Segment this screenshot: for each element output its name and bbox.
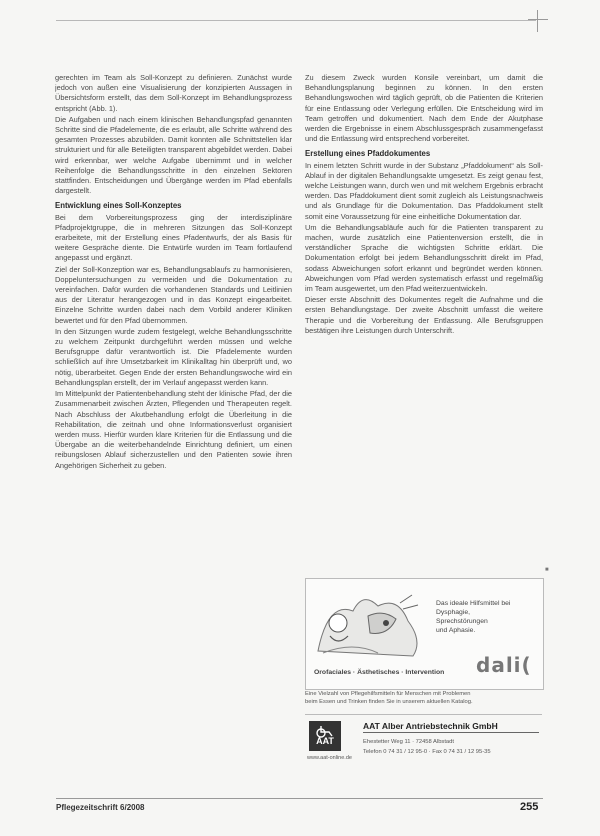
page-number: 255 bbox=[520, 801, 539, 813]
paragraph: Im Mittelpunkt der Patientenbehandlung steht der klinische Pfad, der die Zusammenarbeit zwischen Ärzten, Pflegenden und Therapeuten regelt. Nach Abschluss der Akutbehandlung erfolgt die Überleitung in die Rehabilitation, die zeitnah und ohne Informationsverlust organisiert werden muss. Hierfür wurden klare Kriterien für die Entlassung und die Übergabe an die weiterbehandelnde Einrichtung definiert, um einen reibungslosen Ablauf sicherzustellen und den Patienten sowie ihren Angehörigen Sicherheit zu geben. bbox=[55, 389, 292, 470]
left-column bbox=[55, 73, 292, 793]
ad-text bbox=[436, 599, 540, 635]
ad-line: Sprechstörungen bbox=[436, 618, 488, 625]
company-address: Ehestetter Weg 11 · 72458 Albstadt bbox=[363, 739, 454, 745]
aat-logo bbox=[309, 721, 341, 751]
right-column bbox=[305, 73, 543, 578]
top-rule bbox=[56, 20, 536, 21]
journal-name: Pflegezeitschrift 6/2008 bbox=[56, 803, 145, 812]
dali-logo: dali( bbox=[476, 653, 532, 677]
aat-logo-text: AAT bbox=[316, 736, 334, 746]
section-heading: Entwicklung eines Soll-Konzeptes bbox=[55, 201, 182, 211]
caption-line: Eine Vielzahl von Pflegehilfsmitteln für Menschen mit Problemen bbox=[305, 691, 471, 697]
advertisement-aat[interactable] bbox=[305, 714, 542, 763]
caption-line: beim Essen und Trinken finden Sie in unserem aktuellen Katalog. bbox=[305, 698, 473, 705]
paragraph: In den Sitzungen wurde zudem festgelegt, welche Behandlungsschritte zu welchem Zeitpunkt durchgeführt werden müssen und welche Berufsgruppe dafür verantwortlich ist. Die Pfadelemente wurden schließlich auf ihre Umsetzbarkeit im Klinikalltag hin überprüft und, wo nötig, überarbeitet. Gegen Ende der ersten Behandlungswoche wird ein Behandlungsplan erstellt, der im Verlauf angepasst werden kann. bbox=[55, 326, 292, 387]
paragraph: Ziel der Soll-Konzeption war es, Behandlungsablaufs zu harmonisieren, Doppeluntersuchungen zu vermeiden und die Dokumentation zu vereinfachen. Dafür wurden die vorhandenen Standards und Leitlinien aus der Literatur herangezogen und in das Konzept eingearbeitet. Einzelne Schritte wurden dabei nach dem Vorbild anderer Kliniken bewertet und für den Pfad übernommen. bbox=[55, 264, 292, 325]
wheelchair-icon bbox=[313, 724, 337, 738]
paragraph: Um die Behandlungsabläufe auch für die Patienten transparent zu machen, wurde zusätzlich eine Patientenversion erstellt, die in verständlicher Sprache die wichtigsten Schritte erklärt. Die Dokumentation erfolgt bei jedem Behandlungsschritt direkt im Pfad, sodass Abweichungen sofort erkannt und begründet werden können. Abweichungen vom Pfad werden systematisch erfasst und regelmäßig im Team ausgewertet, um den Pfad weiterzuentwickeln. bbox=[305, 222, 543, 294]
ad-caption bbox=[305, 691, 543, 706]
company-contact: Telefon 0 74 31 / 12 95-0 · Fax 0 74 31 / 12 95-35 bbox=[363, 749, 491, 755]
paragraph: Dieser erste Abschnitt des Dokumentes regelt die Aufnahme und die ersten Behandlungstage. Der zweite Abschnitt umfasst die weitere Therapie und die Vorbereitung der Entlassung. Alle Berufsgruppen bestätigen ihre Leistungen durch Unterschrift. bbox=[305, 295, 543, 335]
ad-tagline: Orofaciales · Ästhetisches · Intervention bbox=[314, 669, 445, 676]
paragraph: Bei dem Vorbereitungsprozess ging der interdisziplinäre Pfadprojektgruppe, die in mehreren Sitzungen das Soll-Konzept erarbeitete, mit der Erstellung eines Pfadentwurfs, der als Basis für weitere Gespräche diente. Die Entwürfe wurden im Team fortlaufend angepasst und ergänzt. bbox=[55, 212, 292, 263]
ad-url[interactable]: www.aat-online.de bbox=[307, 755, 352, 761]
ad-line: Das ideale Hilfsmittel bei bbox=[436, 600, 511, 607]
footer-rule bbox=[56, 798, 543, 799]
company-name: AAT Alber Antriebstechnik GmbH bbox=[363, 721, 539, 733]
crop-mark-horizontal bbox=[528, 19, 548, 20]
section-heading: Erstellung eines Pfaddokumentes bbox=[305, 149, 431, 159]
paragraph: Die Aufgaben und nach einem klinischen Behandlungspfad genannten Schritte sind die Pfadelemente, die es erlaubt, alle Schritte während des gesamten Prozesses abzubilden. Damit konnten alle Schnittstellen klar strukturiert und für alle Beteiligten transparent abgebildet werden. Dabei wird erkennbar, wer welche Aufgabe übernimmt und in welcher Reihenfolge die Behandlungsschritte in den einzelnen Sektoren stattfinden. Entscheidungen und Übergänge werden im Pfad ebenfalls dargestellt. bbox=[55, 114, 292, 196]
advertisement-dali[interactable] bbox=[305, 578, 544, 690]
paragraph: gerechten im Team als Soll-Konzept zu definieren. Zunächst wurde jedoch von außen eine Visualisierung der konzipierten Aussagen in Übersichtsform erstellt, das dem Soll-Konzept im Behandlungsprozess entspricht (Abb. 1). bbox=[55, 73, 292, 113]
cartoon-illustration bbox=[308, 581, 428, 661]
crop-mark bbox=[537, 10, 538, 32]
paragraph: Zu diesem Zweck wurden Konsile vereinbart, um damit die Behandlungsplanung beginnen zu können. In den ersten Behandlungswochen wird täglich geprüft, ob die Patienten die Kriterien für eine Entlassung oder Verlegung erfüllen. Die Entscheidung wird im Team getroffen und dokumentiert. Nach dem Ende der Akutphase werden die Ergebnisse in einem Abschlussgespräch zusammengefasst und die Entlassung wird entsprechend vorbereitet. bbox=[305, 73, 543, 144]
end-mark: ■ bbox=[545, 567, 549, 573]
ad-line: Dysphagie, bbox=[436, 609, 471, 616]
paragraph: In einem letzten Schritt wurde in der Substanz „Pfaddokument“ als Soll-Ablauf in der digitalen Behandlungsakte umgesetzt. Es zeigt genau fest, welche Leistungen wann, durch wen und mit welchem Ergebnis erbracht werden. Das Pfaddokument dient somit zugleich als Leistungsnachweis und als Grundlage für die Dokumentation. Das Pfaddokument stellt somit eine Voraussetzung für eine einheitliche Dokumentation dar. bbox=[305, 160, 543, 221]
ad-line: und Aphasie. bbox=[436, 627, 476, 634]
